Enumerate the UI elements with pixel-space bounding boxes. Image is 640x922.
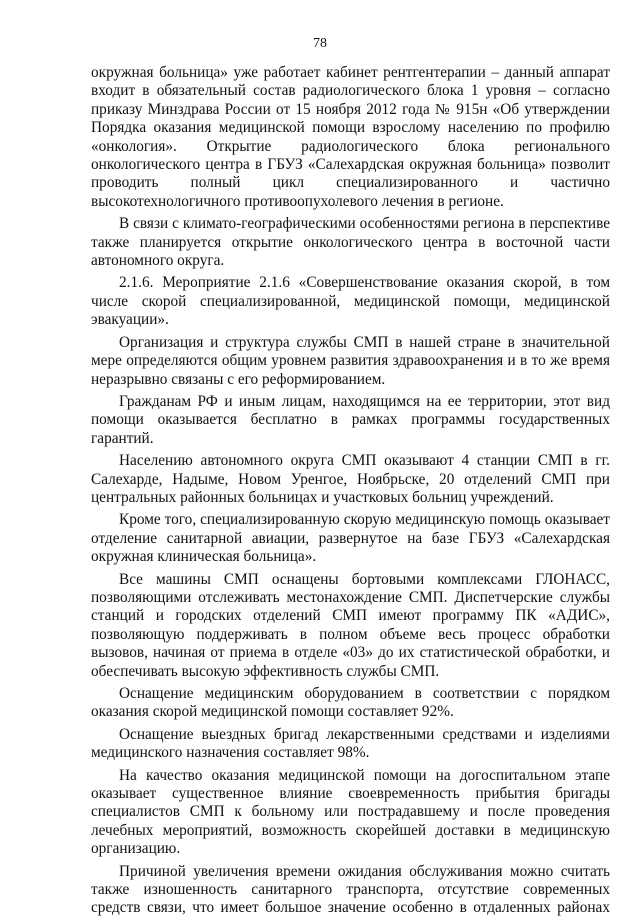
paragraph-smp-structure: Организация и структура службы СМП в нашей стране в значительной мере определяются общим уровнем развития здравоохранения и в то же время неразрывно связаны с его реформированием. — [91, 333, 610, 388]
paragraph-oncology-center: В связи с климато-географическими особенностями региона в перспективе также планируется открытие онкологического центра в восточной части автономного округа. — [91, 215, 610, 270]
paragraph-continuation: окружная больница» уже работает кабинет рентгентерапии – данный аппарат входит в обязательный состав радиологического блока 1 уровня – согласно приказу Минздрава России от 15 ноября 2012 года № 915н «Об утверждении Порядка оказания медицинской помощи взрослому населению по профилю «онкология». Открытие радиологического блока регионального онкологического центра в ГБУЗ «Салехардская окружная больница» позволит проводить полный цикл специализированного и частично высокотехнологичного противоопухолевого лечения в регионе. — [91, 64, 610, 210]
paragraph-air-ambulance: Кроме того, специализированную скорую медицинскую помощь оказывает отделение санитарной авиации, развернутое на базе ГБУЗ «Салехардская окружная клиническая больница». — [91, 511, 610, 566]
body-text — [91, 64, 610, 922]
paragraph-medications: Оснащение выездных бригад лекарственными средствами и изделиями медицинского назначения составляет 98%. — [91, 725, 610, 762]
paragraph-glonass: Все машины СМП оснащены бортовыми комплексами ГЛОНАСС, позволяющими отслеживать местонахождение СМП. Диспетчерские службы станций и городских отделений СМП имеют программу ПК «АДИС», позволяющую поддерживать в полном объеме весь процесс обработки вызовов, начиная от приема в отделе «03» до их статистической обработки, и обеспечивать высокую эффективность службы СМП. — [91, 570, 610, 680]
paragraph-stations: Населению автономного округа СМП оказывают 4 станции СМП в гг. Салехарде, Надыме, Новом Уренгое, Ноябрьске, 20 отделений СМП при центральных районных больницах и участковых больниц учреждений. — [91, 452, 610, 506]
paragraph-prehospital: На качество оказания медицинской помощи на догоспитальном этапе оказывает существенное влияние своевременность прибытия бригады специалистов СМП к больному или пострадавшему и после проведения лечебных мероприятий, возможность скорейшей доставки в медицинскую организацию. — [91, 766, 610, 858]
paragraph-citizens: Гражданам РФ и иным лицам, находящимся на ее территории, этот вид помощи оказывается бесплатно в рамках программы государственных гарантий. — [91, 392, 610, 447]
paragraph-equipment: Оснащение медицинским оборудованием в соответствии с порядком оказания скорой медицинской помощи составляет 92%. — [91, 685, 610, 721]
paragraph-waiting-time: Причиной увеличения времени ожидания обслуживания можно считать также изношенность санитарного транспорта, отсутствие современных средств связи, что имеет большое значение особенно в отдаленных районах — [91, 862, 610, 917]
paragraph-measure-heading: 2.1.6. Мероприятие 2.1.6 «Совершенствование оказания скорой, в том числе скорой специализированной, медицинской помощи, медицинской эвакуации». — [91, 274, 610, 329]
page-number: 78 — [313, 36, 327, 51]
